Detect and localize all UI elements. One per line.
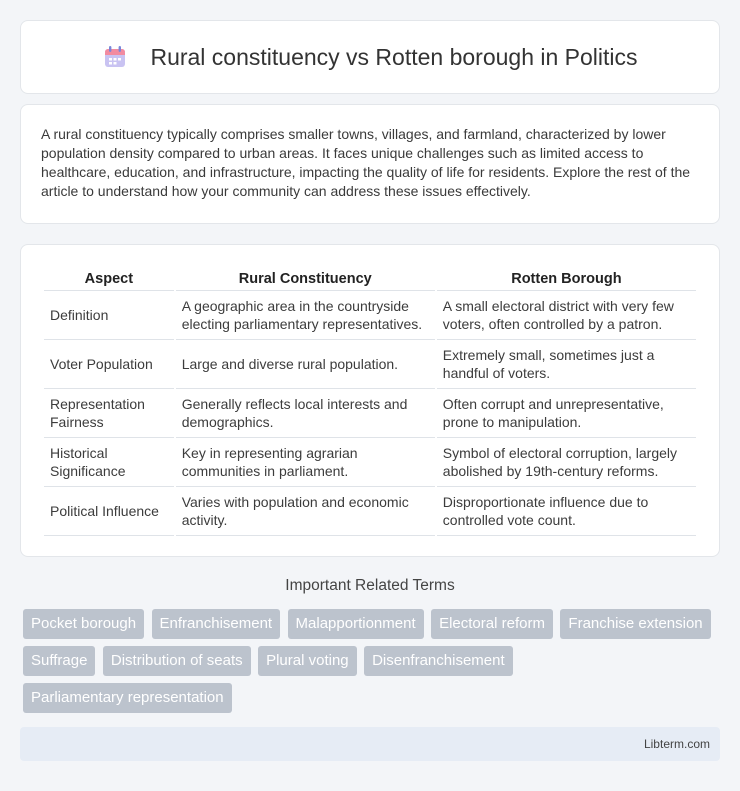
tag-distribution-of-seats[interactable]: Distribution of seats	[103, 646, 251, 676]
tag-electoral-reform[interactable]: Electoral reform	[431, 609, 553, 639]
table-cell: A small electoral district with very few voters, often controlled by a patron.	[437, 291, 696, 340]
tag-disenfranchisement[interactable]: Disenfranchisement	[364, 646, 513, 676]
footer-site-link[interactable]: Libterm.com	[643, 737, 710, 751]
table-cell: Varies with population and economic activity.	[176, 487, 435, 536]
related-terms-title: Important Related Terms	[285, 577, 455, 594]
related-terms-tags	[23, 609, 723, 720]
table-row	[44, 340, 696, 389]
table-cell: Generally reflects local interests and demographics.	[176, 389, 435, 438]
tag-pocket-borough[interactable]: Pocket borough	[23, 609, 144, 639]
table-cell: Voter Population	[44, 340, 174, 389]
table-cell: Extremely small, sometimes just a handful of voters.	[437, 340, 696, 389]
tag-plural-voting[interactable]: Plural voting	[258, 646, 357, 676]
intro-card	[20, 104, 720, 224]
tag-enfranchisement[interactable]: Enfranchisement	[152, 609, 281, 639]
header-card	[20, 20, 720, 94]
table-header-row	[44, 265, 696, 291]
intro-paragraph: A rural constituency typically comprises smaller towns, villages, and farmland, characterized by lower population density compared to urban areas. It faces unique challenges such as limited access to healthcare, education, and infrastructure, impacting the quality of life for residents. Explore the rest of the article to understand how your community can address these issues effectively.	[41, 126, 691, 199]
table-cell: Representation Fairness	[44, 389, 174, 438]
comparison-table-card	[20, 244, 720, 557]
table-cell: Symbol of electoral corruption, largely abolished by 19th-century reforms.	[437, 438, 696, 487]
table-cell: Political Influence	[44, 487, 174, 536]
table-cell: Disproportionate influence due to controlled vote count.	[437, 487, 696, 536]
table-cell: Often corrupt and unrepresentative, prone to manipulation.	[437, 389, 696, 438]
table-cell: Definition	[44, 291, 174, 340]
calendar-icon	[102, 44, 128, 70]
comparison-table	[42, 265, 698, 536]
table-cell: Historical Significance	[44, 438, 174, 487]
column-header-rural-constituency: Rural Constituency	[176, 265, 435, 291]
footer	[20, 727, 720, 761]
tag-franchise-extension[interactable]: Franchise extension	[560, 609, 710, 639]
table-cell: Key in representing agrarian communities in parliament.	[176, 438, 435, 487]
table-cell: Large and diverse rural population.	[176, 340, 435, 389]
column-header-rotten-borough: Rotten Borough	[437, 265, 696, 291]
tag-suffrage[interactable]: Suffrage	[23, 646, 95, 676]
table-row	[44, 291, 696, 340]
tag-malapportionment[interactable]: Malapportionment	[288, 609, 424, 639]
table-cell: A geographic area in the countryside electing parliamentary representatives.	[176, 291, 435, 340]
column-header-aspect: Aspect	[44, 265, 174, 291]
table-row	[44, 487, 696, 536]
table-row	[44, 389, 696, 438]
table-row	[44, 438, 696, 487]
tag-parliamentary-representation[interactable]: Parliamentary representation	[23, 683, 232, 713]
page-title: Rural constituency vs Rotten borough in Politics	[150, 43, 638, 70]
